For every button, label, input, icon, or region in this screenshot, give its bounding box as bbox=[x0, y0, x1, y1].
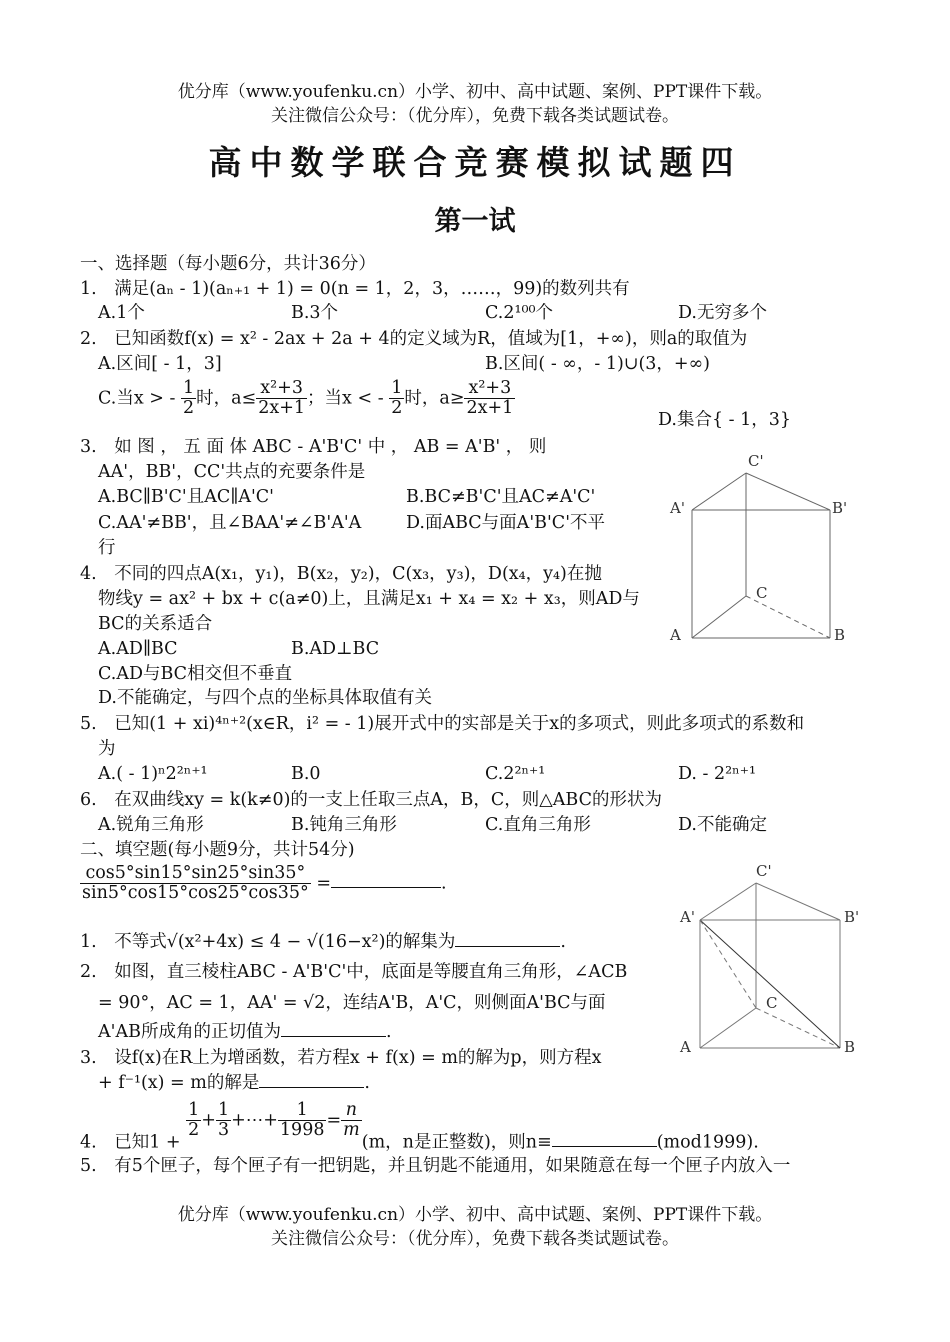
q5-stem-1: 5. 已知(1 + xi)⁴ⁿ⁺²(x∈R，i² = - 1)展开式中的实部是关于x的多项式，则此多项式的系数和 bbox=[80, 714, 805, 734]
q2c-den: 2x+1 bbox=[258, 398, 306, 419]
q3-stem-1: 3. 如 图 ， 五 面 体 ABC - A'B'C' 中 ， AB = A'B' ， 则 bbox=[80, 437, 547, 457]
q2c-fraction-2 bbox=[464, 379, 515, 419]
fig2-label-c: C bbox=[766, 994, 778, 1012]
fill3-blank[interactable] bbox=[259, 1073, 364, 1088]
fill4-frac-3 bbox=[278, 1101, 327, 1141]
fig2-edge-a1c1 bbox=[700, 883, 756, 920]
pentahedron-figure bbox=[660, 448, 860, 653]
fig2-edge-ac bbox=[700, 1008, 756, 1048]
q1-stem: 1. 满足(aₙ - 1)(aₙ₊₁ + 1) = 0(n = 1，2，3，……，99)的数列共有 bbox=[80, 279, 630, 299]
q2c-mid1: 时，a≤ bbox=[196, 388, 257, 409]
page-subtitle: 第一试 bbox=[434, 206, 516, 237]
fill4-d3: 1998 bbox=[279, 1120, 325, 1141]
fill3-line-2: + f⁻¹(x) = m的解是 . bbox=[98, 1073, 370, 1093]
q6-option-b: B.钝角三角形 bbox=[291, 815, 397, 835]
fill3-line-1: 3. 设f(x)在R上为增函数，若方程x + f(x) = m的解为p，则方程x bbox=[80, 1048, 602, 1068]
q2c-num-2: x²+3 bbox=[464, 379, 515, 399]
q4-option-a: A.AD∥BC bbox=[98, 639, 178, 659]
section1-heading: 一、选择题（每小题6分，共计36分） bbox=[80, 254, 376, 274]
fill1-inequality: √(x²+4x) ≤ 4 − √(16−x²) bbox=[166, 932, 386, 952]
q4-stem-3: BC的关系适合 bbox=[98, 614, 213, 634]
q6-option-a: A.锐角三角形 bbox=[98, 815, 204, 835]
fig1-label-c: C bbox=[756, 584, 768, 602]
fill2-l2b: ，连结A'B，A'C，则侧面A'BC与面 bbox=[325, 993, 606, 1013]
fig1-label-c1: C' bbox=[748, 452, 764, 470]
fig1-edge-ac bbox=[692, 596, 746, 638]
fill4-n2: 1 bbox=[217, 1100, 230, 1120]
q2c-prefix: C.当x > - bbox=[98, 388, 176, 409]
fig2-label-c1: C' bbox=[756, 862, 772, 880]
fill4-n: n bbox=[341, 1101, 362, 1121]
footer-line-2: 关注微信公众号：（优分库），免费下载各类试题试卷。 bbox=[271, 1229, 679, 1249]
q5-option-a: A.( - 1)ⁿ2²ⁿ⁺¹ bbox=[98, 764, 208, 784]
q1-option-d: D.无穷多个 bbox=[678, 303, 767, 323]
fig1-label-a: A bbox=[670, 626, 681, 644]
fill3-l2: + f⁻¹(x) = m的解是 bbox=[98, 1073, 260, 1093]
fill4-m: m bbox=[343, 1120, 360, 1141]
q4-stem-2: 物线y = ax² + bx + c(a≠0)上，且满足x₁ + x₄ = x₂ + x₃，则AD与 bbox=[98, 589, 640, 609]
fill4-post: (m，n是正整数)，则n≡ bbox=[361, 1132, 552, 1153]
fig1-edge-cb bbox=[746, 596, 830, 638]
q2c-half-fraction bbox=[181, 379, 196, 419]
fill4-mod: (mod1999). bbox=[656, 1132, 759, 1153]
q4-stem-1: 4. 不同的四点A(x₁，y₁)，B(x₂，y₂)，C(x₃，y₃)，D(x₄，y₄)在抛 bbox=[80, 564, 602, 584]
fill2-l2a: = 90°，AC = 1，AA' = bbox=[98, 993, 298, 1013]
q3-option-d: D.面ABC与面A'B'C'不平 bbox=[406, 513, 606, 533]
q2c-half-fraction-2 bbox=[389, 379, 404, 419]
q2c-half-den-2: 2 bbox=[391, 398, 403, 419]
q5-option-c: C.2²ⁿ⁺¹ bbox=[485, 764, 546, 784]
q3-option-a: A.BC∥B'C'且AC∥A'C' bbox=[98, 487, 274, 507]
fig2-edge-cb bbox=[756, 1008, 840, 1048]
fig1-label-b1: B' bbox=[832, 499, 848, 517]
fill4-eq: = bbox=[326, 1110, 342, 1131]
fill1: 1. 不等式√(x²+4x) ≤ 4 − √(16−x²)的解集为 . bbox=[80, 932, 566, 952]
q2c-den-2: 2x+1 bbox=[466, 398, 514, 419]
fig2-edge-a1b bbox=[700, 920, 840, 1048]
fill4-frac-2 bbox=[216, 1101, 231, 1141]
fig2-label-b1: B' bbox=[844, 908, 860, 926]
fill2-l3: A'AB所成角的正切值为 bbox=[98, 1022, 281, 1042]
q1-option-b: B.3个 bbox=[291, 303, 339, 323]
q6-option-d: D.不能确定 bbox=[678, 815, 767, 835]
q2c-half-num-2: 1 bbox=[391, 378, 403, 398]
fill4-d1: 2 bbox=[188, 1120, 200, 1141]
q1-option-a: A.1个 bbox=[98, 303, 145, 323]
q6-option-c: C.直角三角形 bbox=[485, 815, 591, 835]
q2c-half-den: 2 bbox=[182, 398, 195, 419]
fill0-expression: $\frac{\cos 5^\circ\sin 15^\circ\sin 25^\circ\sin 35^\circ}{\sin 5^\circ\cos 15^\circ\cos 25^\circ\cos 35^\circ}$ = . bbox=[82, 863, 447, 904]
fill2-line-2 bbox=[98, 993, 606, 1014]
q4-option-b: B.AD⊥BC bbox=[291, 639, 380, 659]
fig2-label-a1: A' bbox=[680, 908, 695, 926]
q2c-fraction bbox=[256, 379, 307, 419]
fill1-pre: 1. 不等式 bbox=[80, 932, 167, 952]
header-line-1: 优分库（www.youfenku.cn）小学、初中、高中试题、案例、PPT课件下载。 bbox=[177, 82, 773, 102]
fill0-den: sin5°cos15°cos25°cos35° bbox=[82, 883, 309, 904]
fig1-label-a1: A' bbox=[670, 499, 685, 517]
fill4-dots: +⋯+ bbox=[231, 1110, 278, 1131]
q2c-mid2: ；当x < - bbox=[307, 388, 384, 409]
fill4-n1: 1 bbox=[188, 1100, 200, 1120]
fig2-label-a: A bbox=[680, 1038, 691, 1056]
fill0-blank[interactable] bbox=[331, 873, 441, 888]
q3-option-c: C.AA'≠BB'，且∠BAA'≠∠B'A'A bbox=[98, 513, 362, 533]
q2c-mid3: 时，a≥ bbox=[404, 388, 465, 409]
q2-option-d: D.集合{ - 1，3} bbox=[658, 410, 792, 430]
fig1-edge-c1b1 bbox=[746, 473, 830, 510]
q1-option-c: C.2¹⁰⁰个 bbox=[485, 303, 554, 323]
fill1-post: 的解集为 bbox=[385, 932, 456, 952]
fill2-line-1: 2. 如图，直三棱柱ABC - A'B'C'中，底面是等腰直角三角形，∠ACB bbox=[80, 962, 628, 982]
q2-option-b: B.区间( - ∞，- 1)∪(3，+∞) bbox=[485, 354, 710, 374]
fill4-frac-nm bbox=[341, 1101, 362, 1141]
q2c-num: x²+3 bbox=[256, 379, 307, 399]
q5-option-d: D. - 2²ⁿ⁺¹ bbox=[678, 764, 756, 784]
fill0-fraction bbox=[80, 864, 311, 904]
fill4-pre: 4. 已知1 + bbox=[80, 1132, 181, 1153]
fill4-frac-1 bbox=[186, 1101, 201, 1141]
fill2-sqrt: √2 bbox=[303, 993, 326, 1013]
q3-option-b: B.BC≠B'C'且AC≠A'C' bbox=[406, 487, 596, 507]
fill0-eq: = bbox=[316, 873, 331, 894]
q4-option-d: D.不能确定，与四个点的坐标具体取值有关 bbox=[98, 688, 432, 708]
q2c-half-num: 1 bbox=[182, 378, 195, 398]
fill4: 4. 已知1 + $\frac{1}{2}$ + $\frac{1}{3}$ +⋯+ $\frac{1}{1998}$ = $\frac{n}{m}$ (m，n是正整数)，则n≡ (mod1999). bbox=[80, 1100, 759, 1153]
q4-option-c: C.AD与BC相交但不垂直 bbox=[98, 664, 293, 684]
fill5-line-1: 5. 有5个匣子，每个匣子有一把钥匙，并且钥匙不能通用，如果随意在每一个匣子内放入一 bbox=[80, 1156, 791, 1176]
q2-stem: 2. 已知函数f(x) = x² - 2ax + 2a + 4的定义域为R，值域为[1，+∞)，则a的取值为 bbox=[80, 329, 748, 349]
fill4-blank[interactable] bbox=[552, 1132, 657, 1147]
fig2-label-b: B bbox=[844, 1038, 856, 1056]
footer-line-1: 优分库（www.youfenku.cn）小学、初中、高中试题、案例、PPT课件下载。 bbox=[177, 1205, 773, 1225]
fill4-n3: 1 bbox=[278, 1101, 327, 1121]
fig1-edge-a1c1 bbox=[692, 473, 746, 510]
q5-option-b: B.0 bbox=[291, 764, 321, 784]
page-title: 高中数学联合竞赛模拟试题四 bbox=[208, 143, 742, 182]
fill4-d2: 3 bbox=[217, 1120, 230, 1141]
header-line-2: 关注微信公众号：（优分库），免费下载各类试题试卷。 bbox=[271, 106, 679, 126]
fill2-blank[interactable] bbox=[281, 1022, 386, 1037]
section2-heading: 二、填空题(每小题9分，共计54分) bbox=[80, 840, 355, 860]
fill2-line-3: A'AB所成角的正切值为 . bbox=[98, 1022, 392, 1042]
fill0-num: cos5°sin15°sin25°sin35° bbox=[80, 864, 311, 884]
prism-figure bbox=[670, 858, 870, 1063]
q5-stem-2: 为 bbox=[98, 739, 116, 759]
q2-option-a: A.区间[ - 1，3] bbox=[98, 354, 222, 374]
fill1-blank[interactable] bbox=[455, 932, 560, 947]
q6-stem: 6. 在双曲线xy = k(k≠0)的一支上任取三点A，B，C，则△ABC的形状为 bbox=[80, 790, 662, 810]
q3-option-d-cont: 行 bbox=[98, 538, 116, 558]
q3-stem-2: AA'，BB'，CC'共点的充要条件是 bbox=[98, 462, 366, 482]
fig1-label-b: B bbox=[834, 626, 846, 644]
fig2-edge-c1b1 bbox=[756, 883, 840, 920]
q2-option-c bbox=[98, 379, 515, 419]
